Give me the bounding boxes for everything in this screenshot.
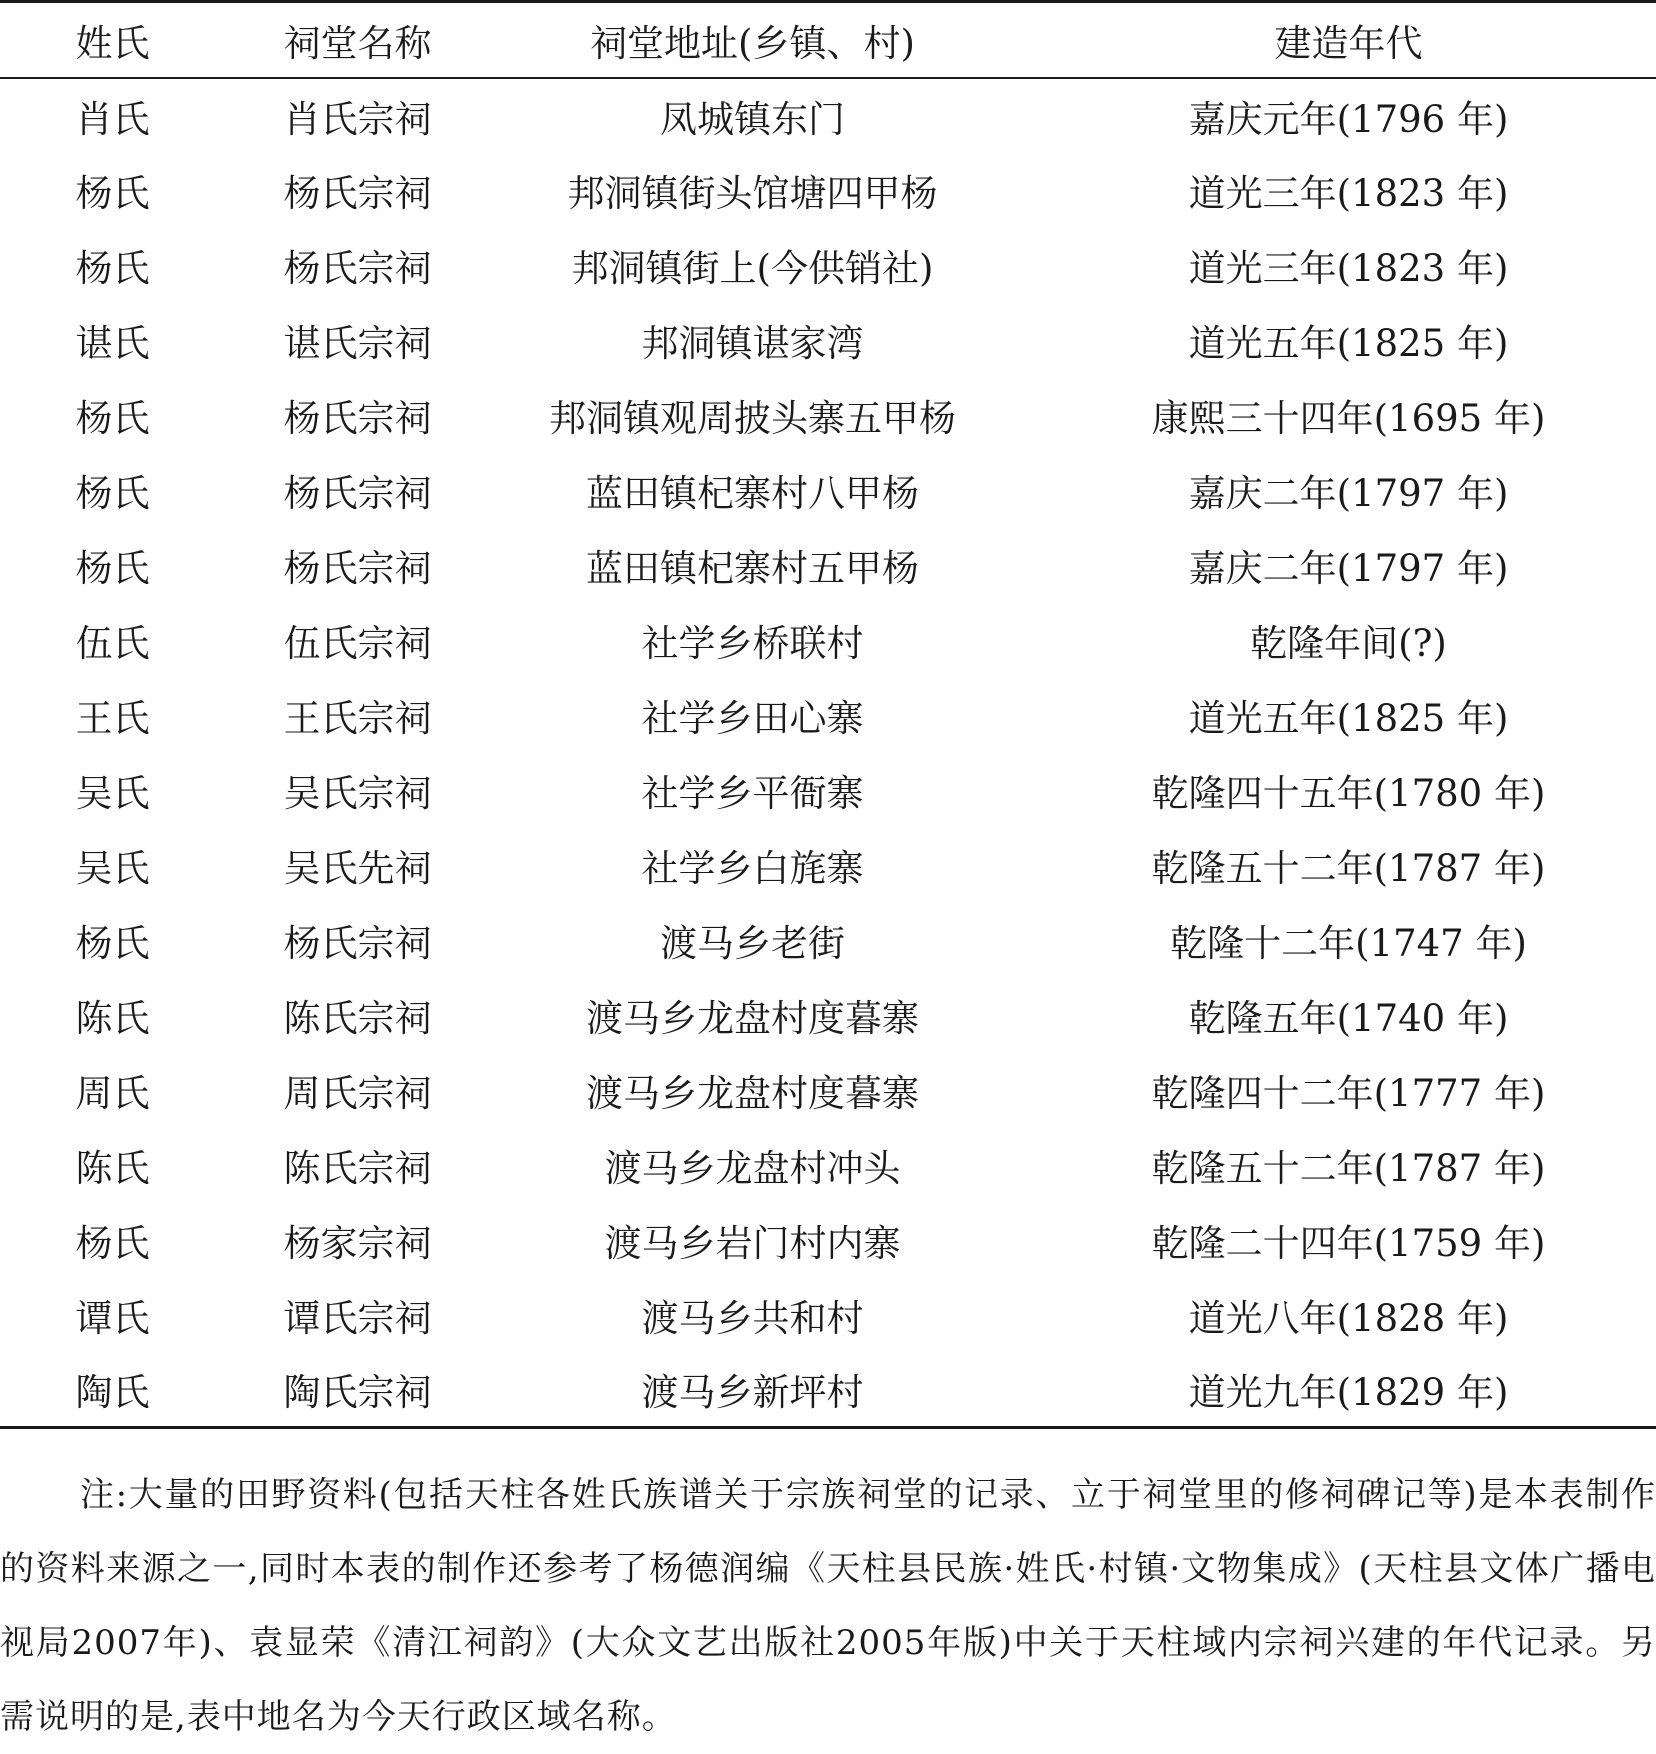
cell-year: 道光五年(1825 年): [1188, 322, 1509, 365]
header-year: 建造年代: [1015, 2, 1656, 78]
cell-year: 道光八年(1828 年): [1188, 1297, 1509, 1340]
cell-surname: 王氏: [75, 697, 150, 740]
cell-year: 康熙三十四年(1695 年): [1151, 397, 1546, 440]
cell-year: 乾隆十二年(1747 年): [1170, 922, 1527, 965]
cell-shrine-name: 陈氏宗祠: [283, 997, 432, 1040]
cell-shrine-name: 周氏宗祠: [283, 1072, 432, 1115]
table-row: [0, 453, 1656, 528]
table-row: [0, 78, 1656, 153]
cell-year: 乾隆五十二年(1787 年): [1151, 1147, 1546, 1190]
header-row: [0, 2, 1656, 78]
cell-address: 邦洞镇街上(今供销社): [571, 247, 934, 290]
cell-shrine-name: 杨氏宗祠: [283, 922, 432, 965]
cell-surname: 杨氏: [75, 922, 150, 965]
table-row: [0, 1278, 1656, 1353]
cell-surname: 杨氏: [75, 172, 150, 215]
cell-shrine-name: 谌氏宗祠: [283, 322, 432, 365]
table-row: [0, 378, 1656, 453]
cell-address: 渡马乡新坪村: [490, 1353, 1015, 1428]
cell-shrine-name: 吴氏宗祠: [283, 772, 432, 815]
cell-address: 渡马乡龙盘村冲头: [604, 1147, 901, 1190]
cell-shrine-name: 杨氏宗祠: [283, 247, 432, 290]
cell-address: 社学乡平衙寨: [641, 772, 864, 815]
table-row: [0, 603, 1656, 678]
cell-address: 社学乡白旄寨: [641, 847, 864, 890]
table-row: [0, 1128, 1656, 1203]
header-surname: 姓氏: [0, 2, 225, 78]
cell-surname: 周氏: [75, 1072, 150, 1115]
cell-year: 道光九年(1829 年): [1015, 1353, 1656, 1428]
table-row: [0, 528, 1656, 603]
cell-address: 社学乡桥联村: [641, 622, 864, 665]
cell-shrine-name: 王氏宗祠: [283, 697, 432, 740]
cell-shrine-name: 陈氏宗祠: [283, 1147, 432, 1190]
cell-year: 乾隆四十五年(1780 年): [1151, 772, 1546, 815]
cell-year: 嘉庆二年(1797 年): [1188, 547, 1509, 590]
cell-year: 乾隆五年(1740 年): [1188, 997, 1509, 1040]
cell-surname: 杨氏: [75, 397, 150, 440]
cell-address: 蓝田镇杞寨村八甲杨: [586, 472, 919, 515]
cell-year: 乾隆二十四年(1759 年): [1151, 1222, 1546, 1265]
table-row: [0, 753, 1656, 828]
table-header: [0, 2, 1656, 78]
table-row: [0, 153, 1656, 228]
cell-shrine-name: 杨氏宗祠: [283, 397, 432, 440]
cell-address: 邦洞镇谌家湾: [641, 322, 864, 365]
cell-surname: 陈氏: [75, 997, 150, 1040]
header-address: 祠堂地址(乡镇、村): [490, 2, 1015, 78]
table-row: [0, 1203, 1656, 1278]
cell-year: 嘉庆元年(1796 年): [1188, 97, 1509, 141]
cell-surname: 谭氏: [75, 1297, 150, 1340]
table-row: [0, 1053, 1656, 1128]
cell-surname: 杨氏: [75, 472, 150, 515]
table-footnote: 注:大量的田野资料(包括天柱各姓氏族谱关于宗族祠堂的记录、立于祠堂里的修祠碑记等)是本表制作的资料来源之一,同时本表的制作还参考了杨德润编《天柱县民族·姓氏·村镇·文物集成》(天柱县文体广播电视局2007年)、袁显荣《清江祠韵》(大众文艺出版社2005年版)中关于天柱域内宗祠兴建的年代记录。另需说明的是,表中地名为今天行政区域名称。: [0, 1475, 1656, 1737]
cell-address: 凤城镇东门: [660, 97, 845, 141]
cell-year: 乾隆年间(?): [1250, 622, 1447, 665]
cell-address: 渡马乡岩门村内寨: [604, 1222, 901, 1265]
cell-address: 渡马乡共和村: [641, 1297, 864, 1340]
cell-shrine-name: 杨氏宗祠: [283, 172, 432, 215]
cell-surname: 吴氏: [75, 772, 150, 815]
cell-surname: 陈氏: [75, 1147, 150, 1190]
table-row: [0, 303, 1656, 378]
cell-year: 道光三年(1823 年): [1188, 172, 1509, 215]
table-row: [0, 903, 1656, 978]
cell-surname: 谌氏: [75, 322, 150, 365]
cell-year: 乾隆五十二年(1787 年): [1151, 847, 1546, 890]
cell-shrine-name: 杨氏宗祠: [283, 472, 432, 515]
cell-shrine-name: 吴氏先祠: [283, 847, 432, 890]
cell-surname: 吴氏: [75, 847, 150, 890]
cell-address: 蓝田镇杞寨村五甲杨: [586, 547, 919, 590]
cell-shrine-name: 杨家宗祠: [283, 1222, 432, 1265]
cell-year: 乾隆四十二年(1777 年): [1151, 1072, 1546, 1115]
cell-address: 社学乡田心寨: [641, 697, 864, 740]
cell-shrine-name: 肖氏宗祠: [283, 97, 432, 141]
cell-year: 嘉庆二年(1797 年): [1188, 472, 1509, 515]
cell-surname: 杨氏: [75, 247, 150, 290]
cell-surname: 杨氏: [75, 547, 150, 590]
cell-year: 道光三年(1823 年): [1188, 247, 1509, 290]
cell-address: 渡马乡龙盘村度暮寨: [586, 997, 919, 1040]
header-shrine-name: 祠堂名称: [225, 2, 490, 78]
cell-surname: 杨氏: [75, 1222, 150, 1265]
table-body: [0, 78, 1656, 1428]
cell-year: 道光五年(1825 年): [1188, 697, 1509, 740]
cell-address: 渡马乡老街: [660, 922, 845, 965]
cell-surname: 伍氏: [75, 622, 150, 665]
table-row: [0, 978, 1656, 1053]
table-row: [0, 1353, 1656, 1428]
cell-shrine-name: 杨氏宗祠: [283, 547, 432, 590]
table-row: [0, 828, 1656, 903]
cell-surname: 陶氏: [0, 1353, 225, 1428]
table-row: [0, 678, 1656, 753]
cell-shrine-name: 伍氏宗祠: [283, 622, 432, 665]
table-row: [0, 228, 1656, 303]
cell-shrine-name: 谭氏宗祠: [283, 1297, 432, 1340]
cell-surname: 肖氏: [75, 97, 150, 141]
cell-address: 邦洞镇观周披头寨五甲杨: [549, 397, 956, 440]
cell-address: 邦洞镇街头馆塘四甲杨: [567, 172, 938, 215]
cell-address: 渡马乡龙盘村度暮寨: [586, 1072, 919, 1115]
cell-shrine-name: 陶氏宗祠: [225, 1353, 490, 1428]
